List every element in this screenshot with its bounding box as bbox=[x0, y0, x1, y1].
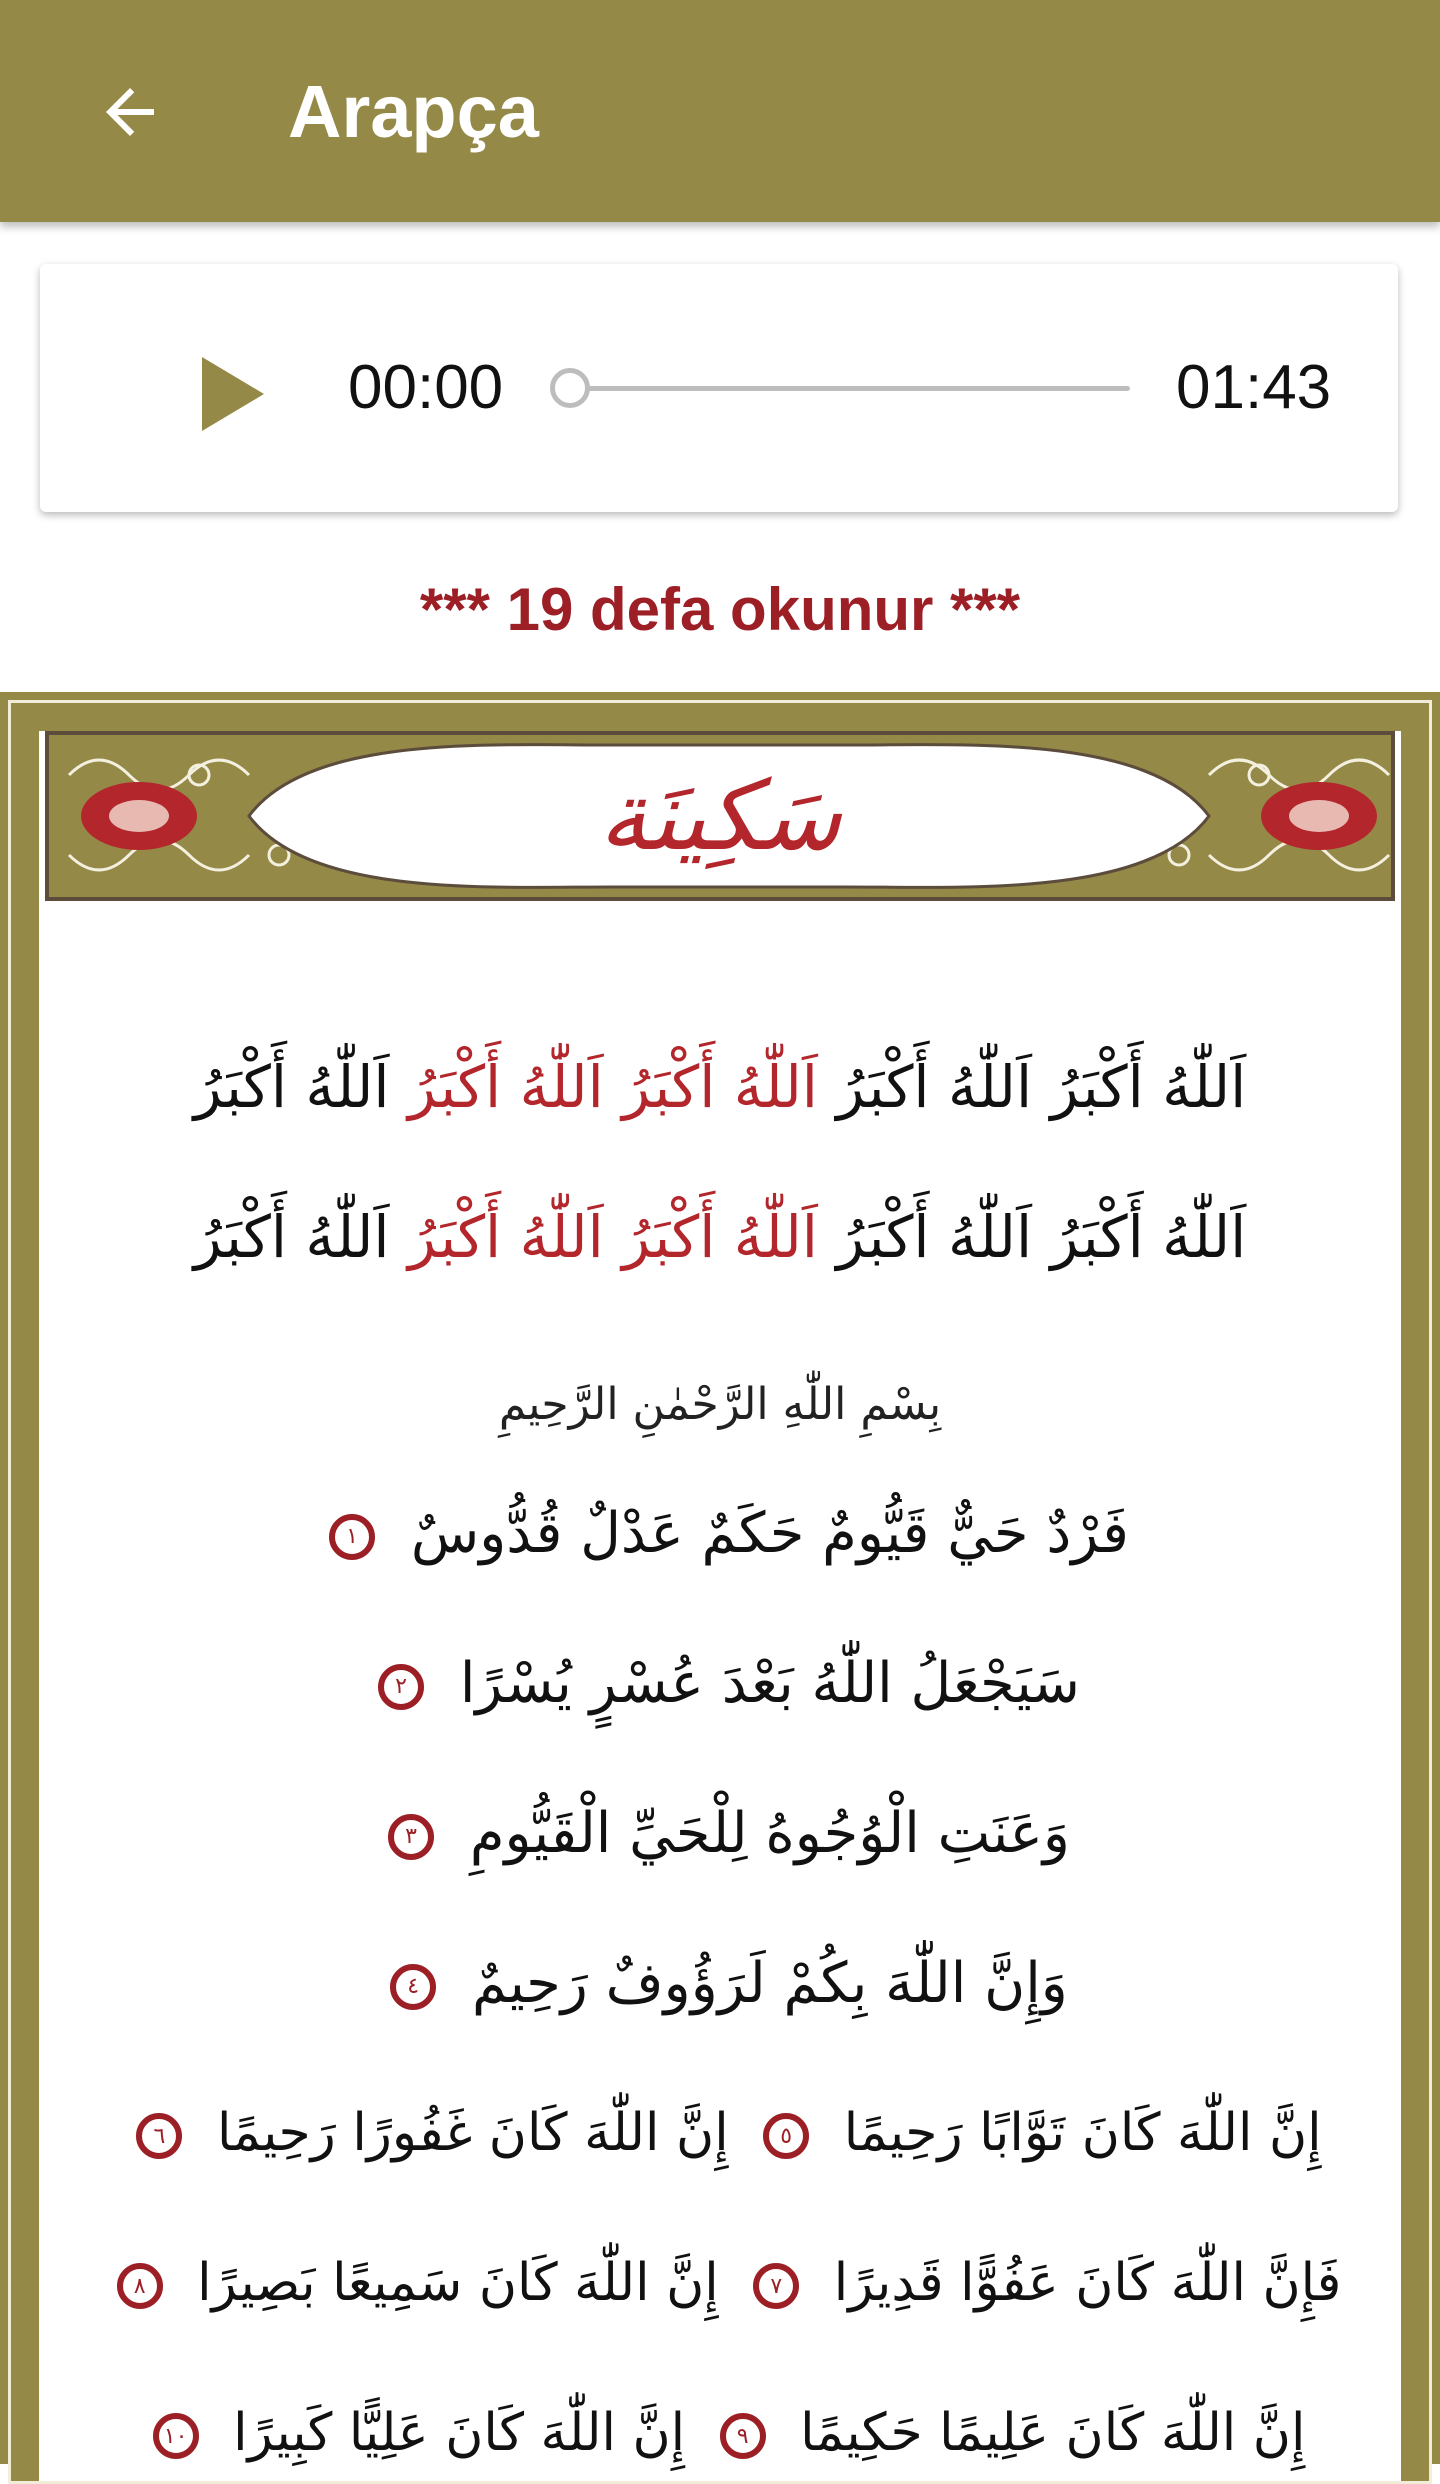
verse-line bbox=[39, 1501, 1401, 1566]
prayer-page-frame bbox=[0, 692, 1440, 2464]
takbir-red: اَللّٰهُ أَكْبَرُ اَللّٰهُ أَكْبَرُ bbox=[407, 1203, 818, 1271]
verse-line bbox=[39, 1801, 1401, 1866]
seek-track bbox=[570, 386, 1130, 391]
verse-text: إِنَّ اللّٰهَ كَانَ تَوَّابًا رَحِيمًا bbox=[843, 2103, 1322, 2163]
takbir-plain-right: اَللّٰهُ أَكْبَرُ اَللّٰهُ أَكْبَرُ bbox=[836, 1203, 1247, 1271]
verse-text: إِنَّ اللّٰهَ كَانَ غَفُورًا رَحِيمًا bbox=[216, 2103, 729, 2163]
verse-text: إِنَّ اللّٰهَ كَانَ عَلِيًّا كَبِيرًا bbox=[233, 2403, 686, 2463]
play-button[interactable] bbox=[170, 334, 290, 454]
takbir-plain-left: اَللّٰهُ أَكْبَرُ bbox=[193, 1203, 390, 1271]
verse-number: ٣ bbox=[388, 1814, 434, 1860]
app-bar bbox=[0, 0, 1440, 222]
current-time: 00:00 bbox=[348, 353, 504, 422]
verse-text: وَإِنَّ اللّٰهَ بِكُمْ لَرَؤُوفٌ رَحِيمٌ bbox=[471, 1951, 1068, 2016]
takbir-red: اَللّٰهُ أَكْبَرُ اَللّٰهُ أَكْبَرُ bbox=[407, 1053, 818, 1121]
takbir-plain-left: اَللّٰهُ أَكْبَرُ bbox=[193, 1053, 390, 1121]
verse-text: فَإِنَّ اللّٰهَ كَانَ عَفُوًّا قَدِيرًا bbox=[833, 2253, 1342, 2313]
verse-number: ١٠ bbox=[153, 2413, 199, 2459]
play-icon bbox=[190, 349, 270, 439]
verse-line bbox=[39, 1651, 1401, 1716]
verse-number: ٦ bbox=[136, 2113, 182, 2159]
basmala: بِسْمِ اللّٰهِ الرَّحْمٰنِ الرَّحِيمِ bbox=[498, 1379, 942, 1430]
verse-number: ٩ bbox=[720, 2413, 766, 2459]
verse-number: ٢ bbox=[378, 1664, 424, 1710]
prayer-page[interactable] bbox=[39, 731, 1401, 2481]
frame-border bbox=[8, 700, 1432, 2484]
paired-verse-line bbox=[39, 2103, 1401, 2163]
seek-thumb[interactable] bbox=[550, 368, 590, 408]
back-button[interactable] bbox=[80, 62, 180, 162]
audio-player bbox=[40, 264, 1398, 512]
repeat-note: *** 19 defa okunur *** bbox=[419, 576, 1021, 643]
header-title: سَكِينَة bbox=[598, 760, 842, 872]
verse-line bbox=[39, 1951, 1401, 2016]
verse-number: ١ bbox=[329, 1514, 375, 1560]
ornamental-header bbox=[45, 731, 1395, 901]
verse-text: وَعَنَتِ الْوُجُوهُ لِلْحَيِّ الْقَيُّومِ bbox=[469, 1801, 1070, 1866]
verse-number: ٨ bbox=[117, 2263, 163, 2309]
total-time: 01:43 bbox=[1176, 353, 1332, 422]
takbir-plain-right: اَللّٰهُ أَكْبَرُ اَللّٰهُ أَكْبَرُ bbox=[836, 1053, 1247, 1121]
verse-number: ٥ bbox=[763, 2113, 809, 2159]
paired-verse-line bbox=[39, 2253, 1401, 2313]
verse-text: سَيَجْعَلُ اللّٰهُ بَعْدَ عُسْرٍ يُسْرًا bbox=[459, 1651, 1080, 1716]
takbir-line-1 bbox=[39, 1053, 1401, 1121]
verse-text: إِنَّ اللّٰهَ كَانَ عَلِيمًا حَكِيمًا bbox=[800, 2403, 1306, 2463]
paired-verse-line bbox=[39, 2403, 1401, 2463]
page-title: Arapça bbox=[288, 70, 539, 153]
verse-number: ٧ bbox=[753, 2263, 799, 2309]
takbir-line-2 bbox=[39, 1203, 1401, 1271]
verse-text: فَرْدٌ حَيٌّ قَيُّومٌ حَكَمٌ عَدْلٌ قُدُّوسٌ bbox=[410, 1501, 1129, 1566]
verse-text: إِنَّ اللّٰهَ كَانَ سَمِيعًا بَصِيرًا bbox=[197, 2253, 719, 2313]
seek-bar[interactable] bbox=[540, 368, 1130, 408]
arrow-left-icon bbox=[94, 76, 166, 148]
verse-number: ٤ bbox=[390, 1964, 436, 2010]
